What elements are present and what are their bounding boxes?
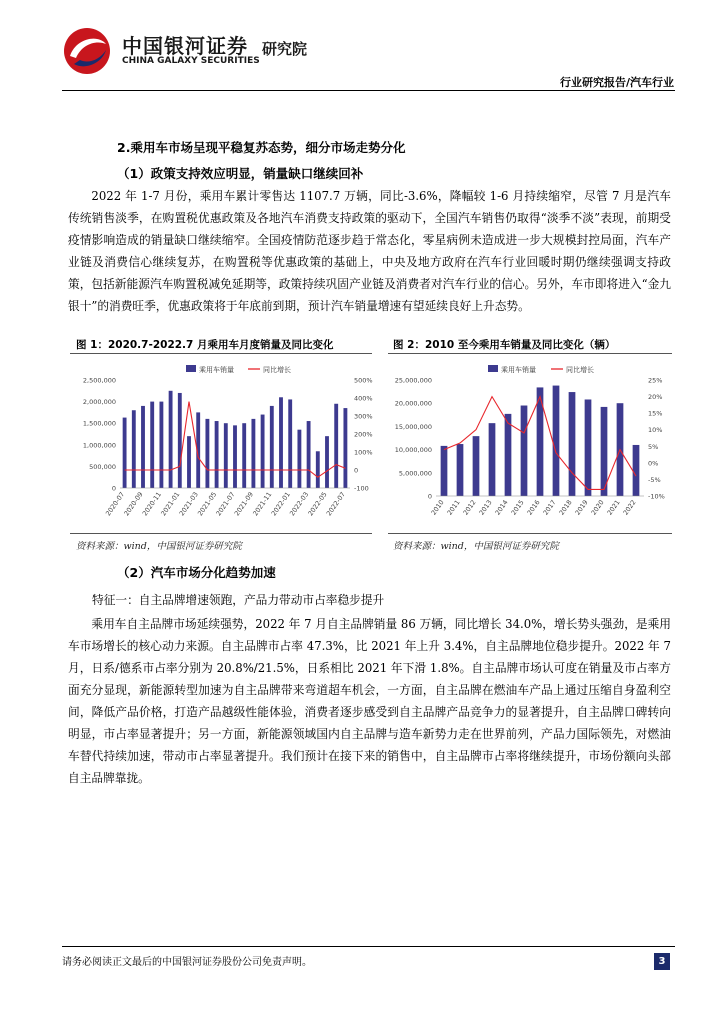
right-axis-tick-label: 100% <box>354 448 373 457</box>
sales-bar <box>325 436 329 488</box>
figure-1-bottom-rule <box>70 533 372 534</box>
chart-1-left-axis <box>83 377 116 493</box>
left-axis-tick-label: 1,000,000 <box>82 441 116 450</box>
right-axis-tick-label: 15% <box>648 409 663 418</box>
sales-bar <box>569 392 576 496</box>
sales-bar <box>178 393 182 488</box>
figure-2-top-rule <box>388 353 672 354</box>
x-axis-tick-label: 2021-03 <box>177 490 200 518</box>
right-axis-tick-label: 10% <box>648 426 663 435</box>
subsection-2-title: （2）汽车市场分化趋势加速 <box>117 565 276 580</box>
right-axis-tick-label: -5% <box>648 475 661 484</box>
sales-bar <box>521 406 528 496</box>
sales-bar <box>233 425 237 488</box>
chart-1-right-axis <box>354 377 373 493</box>
section-title: 2.乘用车市场呈现平稳复苏态势，细分市场走势分化 <box>117 140 406 155</box>
brand-institute: 研究院 <box>262 40 308 58</box>
x-axis-tick-label: 2018 <box>557 498 574 517</box>
paragraph-1 <box>68 185 671 317</box>
sales-bar <box>334 404 338 488</box>
x-axis-tick-label: 2020 <box>589 498 606 517</box>
legend-label-yoy: 同比增长 <box>263 366 291 374</box>
sales-bar <box>288 399 292 488</box>
sales-bar <box>343 408 347 488</box>
left-axis-tick-label: 2,000,000 <box>82 398 116 407</box>
figure-1-source: 资料来源：wind，中国银河证券研究院 <box>76 541 242 552</box>
footer-divider <box>62 946 675 947</box>
x-axis-tick-label: 2022-01 <box>269 490 292 518</box>
right-axis-tick-label: -100 <box>354 484 369 493</box>
sales-bar <box>141 406 145 488</box>
sales-bar <box>251 419 255 488</box>
figure-1-top-rule <box>70 353 372 354</box>
sales-bar <box>187 436 191 488</box>
x-axis-tick-label: 2010 <box>429 498 446 517</box>
chart-1-monthly-sales <box>68 358 374 528</box>
chart-1-x-axis <box>104 488 350 517</box>
left-axis-tick-label: 15,000,000 <box>394 422 432 431</box>
figure-2-bottom-rule <box>388 533 672 534</box>
x-axis-tick-label: 2012 <box>461 498 478 517</box>
sales-bar <box>261 415 265 488</box>
right-axis-tick-label: 400% <box>354 394 373 403</box>
header-divider <box>62 90 675 91</box>
paragraph-2 <box>68 613 671 789</box>
right-axis-tick-label: 0% <box>648 459 659 468</box>
sales-bar <box>553 386 560 496</box>
chart-2-x-axis <box>430 496 644 517</box>
sales-bar <box>279 397 283 488</box>
left-axis-tick-label: 0 <box>427 492 432 501</box>
right-axis-tick-label: 25% <box>648 376 663 385</box>
sales-bar <box>473 436 480 496</box>
x-axis-tick-label: 2020-07 <box>104 490 127 518</box>
sales-bar <box>242 423 246 488</box>
x-axis-tick-label: 2013 <box>477 498 494 517</box>
x-axis-tick-label: 2011 <box>445 498 462 517</box>
x-axis-tick-label: 2019 <box>573 498 590 517</box>
right-axis-tick-label: 0 <box>354 466 359 475</box>
feature-1-heading: 特征一：自主品牌增速领跑，产品力带动市占率稳步提升 <box>92 593 385 607</box>
sales-bar <box>585 399 592 496</box>
legend-bar-swatch <box>488 365 498 372</box>
x-axis-tick-label: 2014 <box>493 498 510 517</box>
left-axis-tick-label: 25,000,000 <box>394 376 432 385</box>
x-axis-tick-label: 2015 <box>509 498 526 517</box>
chart-2-legend <box>488 365 594 374</box>
x-axis-tick-label: 2020-11 <box>140 490 164 518</box>
right-axis-tick-label: 5% <box>648 442 659 451</box>
x-axis-tick-label: 2021-09 <box>232 490 256 518</box>
left-axis-tick-label: 500,000 <box>89 462 116 471</box>
right-axis-tick-label: 200% <box>354 430 373 439</box>
subsection-1-title: （1）政策支持效应明显，销量缺口继续回补 <box>117 166 364 181</box>
x-axis-tick-label: 2021-11 <box>251 490 274 518</box>
left-axis-tick-label: 0 <box>111 484 116 493</box>
sales-bar <box>205 419 209 488</box>
x-axis-tick-label: 2020-09 <box>122 490 145 518</box>
x-axis-tick-label: 2022-07 <box>324 490 348 518</box>
sales-bar <box>633 445 640 496</box>
sales-bar <box>132 410 136 488</box>
paragraph-1-text: 2022 年 1-7 月份，乘用车累计零售达 1107.7 万辆，同比-3.6%，降幅较 1-6 月持续缩窄，尽管 7 月是汽车传统销售淡季，在购置税优惠政策及各地汽车消费支持政策的驱动下，全国汽车销售仍取得“淡季不淡”表现，前期受疫情影响造成的销量缺口继续缩窄。全国疫情防范逐步趋于常态化，零星病例未造成进一步大规模封控局面，汽车产业链及消费信心继续复苏，在购置税等优惠政策的基础上，中央及地方政府在汽车行业回暖时期仍继续强调支持政策，包括新能源汽车购置税减免延期等，政策持续巩固产业链及消费者对汽车行业的信心。另外，车市即将进入“金九银十”的消费旺季，优惠政策将于年底前到期，预计汽车销量增速有望延续良好上升态势。 <box>68 189 671 313</box>
x-axis-tick-label: 2022-05 <box>306 490 329 518</box>
legend-label-sales: 乘用车销量 <box>501 366 536 374</box>
report-category-tag: 行业研究报告/汽车行业 <box>559 76 674 89</box>
x-axis-tick-label: 2021-01 <box>159 490 182 518</box>
sales-bar <box>123 418 127 488</box>
sales-bar <box>150 402 154 488</box>
footer-disclaimer: 请务必阅读正文最后的中国银河证券股份公司免责声明。 <box>62 957 312 968</box>
x-axis-tick-label: 2021 <box>605 498 622 517</box>
right-axis-tick-label: 20% <box>648 393 663 402</box>
sales-bar <box>307 421 311 488</box>
x-axis-tick-label: 2016 <box>525 498 542 517</box>
figure-2-source: 资料来源：wind，中国银河证券研究院 <box>393 541 559 552</box>
sales-bar <box>169 391 173 488</box>
chart-2-bars <box>441 386 640 496</box>
right-axis-tick-label: 500% <box>354 376 373 385</box>
sales-bar <box>441 446 448 496</box>
left-axis-tick-label: 2,500,000 <box>82 376 116 385</box>
sales-bar <box>270 406 274 488</box>
sales-bar <box>297 430 301 488</box>
x-axis-tick-label: 2017 <box>541 498 558 517</box>
figure-1-title: 图 1：2020.7-2022.7 月乘用车月度销量及同比变化 <box>76 339 334 351</box>
legend-label-sales: 乘用车销量 <box>199 366 234 374</box>
left-axis-tick-label: 20,000,000 <box>394 399 432 408</box>
right-axis-tick-label: 300% <box>354 412 373 421</box>
brand-name-cn: 中国银河证券 <box>122 34 248 58</box>
left-axis-tick-label: 1,500,000 <box>82 419 116 428</box>
sales-bar <box>316 451 320 488</box>
sales-bar <box>457 444 464 496</box>
page-number: 3 <box>654 953 670 970</box>
sales-bar <box>224 423 228 488</box>
left-axis-tick-label: 5,000,000 <box>398 469 432 478</box>
sales-bar <box>159 402 163 488</box>
legend-bar-swatch <box>186 365 196 372</box>
sales-bar <box>215 421 219 488</box>
x-axis-tick-label: 2021-07 <box>214 490 237 518</box>
chart-2-right-axis <box>648 377 665 501</box>
legend-label-yoy: 同比增长 <box>566 366 594 374</box>
x-axis-tick-label: 2022-03 <box>288 490 311 518</box>
x-axis-tick-label: 2021-05 <box>196 490 219 518</box>
left-axis-tick-label: 10,000,000 <box>394 446 432 455</box>
galaxy-logo-icon <box>62 26 112 76</box>
x-axis-tick-label: 2022 <box>621 498 638 517</box>
sales-bar <box>489 423 496 496</box>
paragraph-2-text: 乘用车自主品牌市场延续强势，2022 年 7 月自主品牌销量 86 万辆，同比增长 34.0%，增长势头强劲，是乘用车市场增长的核心动力来源。自主品牌市占率 47.3%，比 2021 年上升 3.4%，自主品牌地位稳步提升。2022 年 7 月，日系/德系市占率分别为 20.8%/21.5%，日系相比 2021 年下滑 1.8%。自主品牌市场认可度在销量及市占率方面充分显现，新能源转型加速为自主品牌带来弯道超车机会，一方面，自主品牌在燃油车产品上通过压缩自身盈利空间，降低产品价格，打造产品越级性能体验，消费者逐步感受到自主品牌产品竞争力的显著提升，自主品牌口碑转向明显，市占率显著提升；另一方面，新能源领域国内自主品牌与造车新势力走在世界前列，产品力国际领先，对燃油车替代持续加速，带动市占率显著提升。我们预计在接下来的销售中，自主品牌市占率将继续提升，市场份额向头部自主品牌靠拢。 <box>68 617 671 785</box>
chart-2-annual-sales <box>388 358 674 528</box>
sales-bar <box>505 414 512 496</box>
chart-2-left-axis <box>395 377 432 501</box>
chart-1-legend <box>186 365 291 374</box>
brand-name-en: CHINA GALAXY SECURITIES <box>122 56 260 66</box>
right-axis-tick-label: -10% <box>648 492 665 501</box>
figure-2-title: 图 2：2010 至今乘用车销量及同比变化（辆） <box>393 339 616 351</box>
